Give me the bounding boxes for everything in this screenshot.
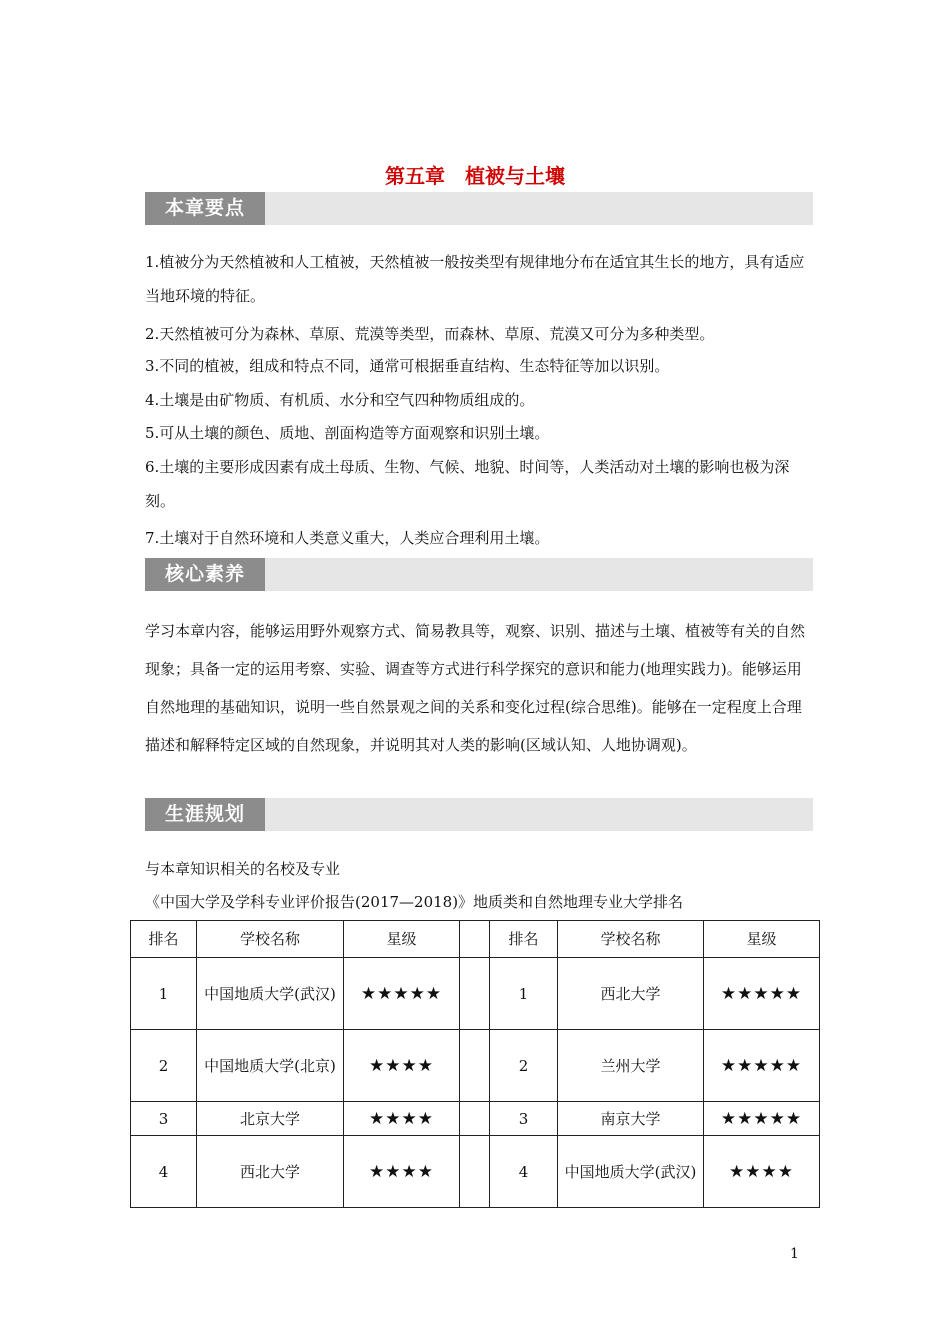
school-cell: 中国地质大学(武汉) (197, 958, 344, 1030)
chapter-title: 第五章 植被与土壤 (385, 164, 565, 188)
rank-cell: 1 (131, 958, 197, 1030)
header-stars: 星级 (344, 921, 460, 958)
key-point-4: 4.土壤是由矿物质、有机质、水分和空气四种物质组成的。 (145, 391, 535, 409)
spacer-cell (460, 958, 490, 1030)
key-point-2: 2.天然植被可分为森林、草原、荒漠等类型，而森林、草原、荒漠又可分为多种类型。 (145, 325, 715, 343)
stars-cell: ★★★★★ (344, 958, 460, 1030)
rank-cell: 3 (131, 1102, 197, 1136)
stars-cell: ★★★★ (344, 1102, 460, 1136)
table-row (131, 1136, 820, 1208)
section-heading: 生涯规划 (145, 798, 265, 831)
section-heading: 本章要点 (145, 192, 265, 225)
school-cell: 中国地质大学(武汉) (558, 1136, 704, 1208)
table-caption: 《中国大学及学科专业评价报告(2017—2018)》地质类和自然地理专业大学排名 (145, 893, 684, 911)
core-literacy-text: 学习本章内容，能够运用野外观察方式、简易教具等，观察、识别、描述与土壤、植被等有关的自然现象；具备一定的运用考察、实验、调查等方式进行科学探究的意识和能力(地理实践力)。能够运用自然地理的基础知识，说明一些自然景观之间的关系和变化过程(综合思维)。能够在一定程度上合理描述和解释特定区域的自然现象，并说明其对人类的影响(区域认知、人地协调观)。 (145, 622, 806, 754)
table-row (131, 1030, 820, 1102)
header-stars: 星级 (704, 921, 820, 958)
rank-cell: 4 (490, 1136, 558, 1208)
table-row (131, 958, 820, 1030)
school-cell: 中国地质大学(北京) (197, 1030, 344, 1102)
school-cell: 西北大学 (197, 1136, 344, 1208)
key-point-6: 6.土壤的主要形成因素有成土母质、生物、气候、地貌、时间等，人类活动对土壤的影响也极为深刻。 (145, 458, 790, 510)
spacer-cell (460, 1102, 490, 1136)
rank-cell: 4 (131, 1136, 197, 1208)
section-header-career (145, 798, 813, 831)
stars-cell: ★★★★ (344, 1136, 460, 1208)
school-cell: 南京大学 (558, 1102, 704, 1136)
university-ranking-table (130, 920, 820, 1208)
key-point-3: 3.不同的植被，组成和特点不同，通常可根据垂直结构、生态特征等加以识别。 (145, 357, 670, 375)
section-heading: 核心素养 (145, 558, 265, 591)
header-rank: 排名 (131, 921, 197, 958)
rank-cell: 3 (490, 1102, 558, 1136)
stars-cell: ★★★★★ (704, 1030, 820, 1102)
spacer-cell (460, 1030, 490, 1102)
header-school: 学校名称 (197, 921, 344, 958)
school-cell: 北京大学 (197, 1102, 344, 1136)
spacer-cell (460, 1136, 490, 1208)
rank-cell: 2 (131, 1030, 197, 1102)
school-cell: 兰州大学 (558, 1030, 704, 1102)
stars-cell: ★★★★ (704, 1136, 820, 1208)
stars-cell: ★★★★★ (704, 1102, 820, 1136)
career-intro: 与本章知识相关的名校及专业 (145, 860, 341, 878)
key-point-1: 1.植被分为天然植被和人工植被，天然植被一般按类型有规律地分布在适宜其生长的地方，具有适应当地环境的特征。 (145, 253, 805, 305)
section-header-core-literacy (145, 558, 813, 591)
stars-cell: ★★★★★ (704, 958, 820, 1030)
school-cell: 西北大学 (558, 958, 704, 1030)
key-point-5: 5.可从土壤的颜色、质地、剖面构造等方面观察和识别土壤。 (145, 424, 550, 442)
header-rank: 排名 (490, 921, 558, 958)
header-school: 学校名称 (558, 921, 704, 958)
rank-cell: 2 (490, 1030, 558, 1102)
header-spacer (460, 921, 490, 958)
stars-cell: ★★★★ (344, 1030, 460, 1102)
page-number: 1 (790, 1246, 799, 1262)
table-row (131, 1102, 820, 1136)
key-point-7: 7.土壤对于自然环境和人类意义重大，人类应合理利用土壤。 (145, 529, 550, 547)
rank-cell: 1 (490, 958, 558, 1030)
section-header-key-points (145, 192, 813, 225)
table-header-row (131, 921, 820, 958)
